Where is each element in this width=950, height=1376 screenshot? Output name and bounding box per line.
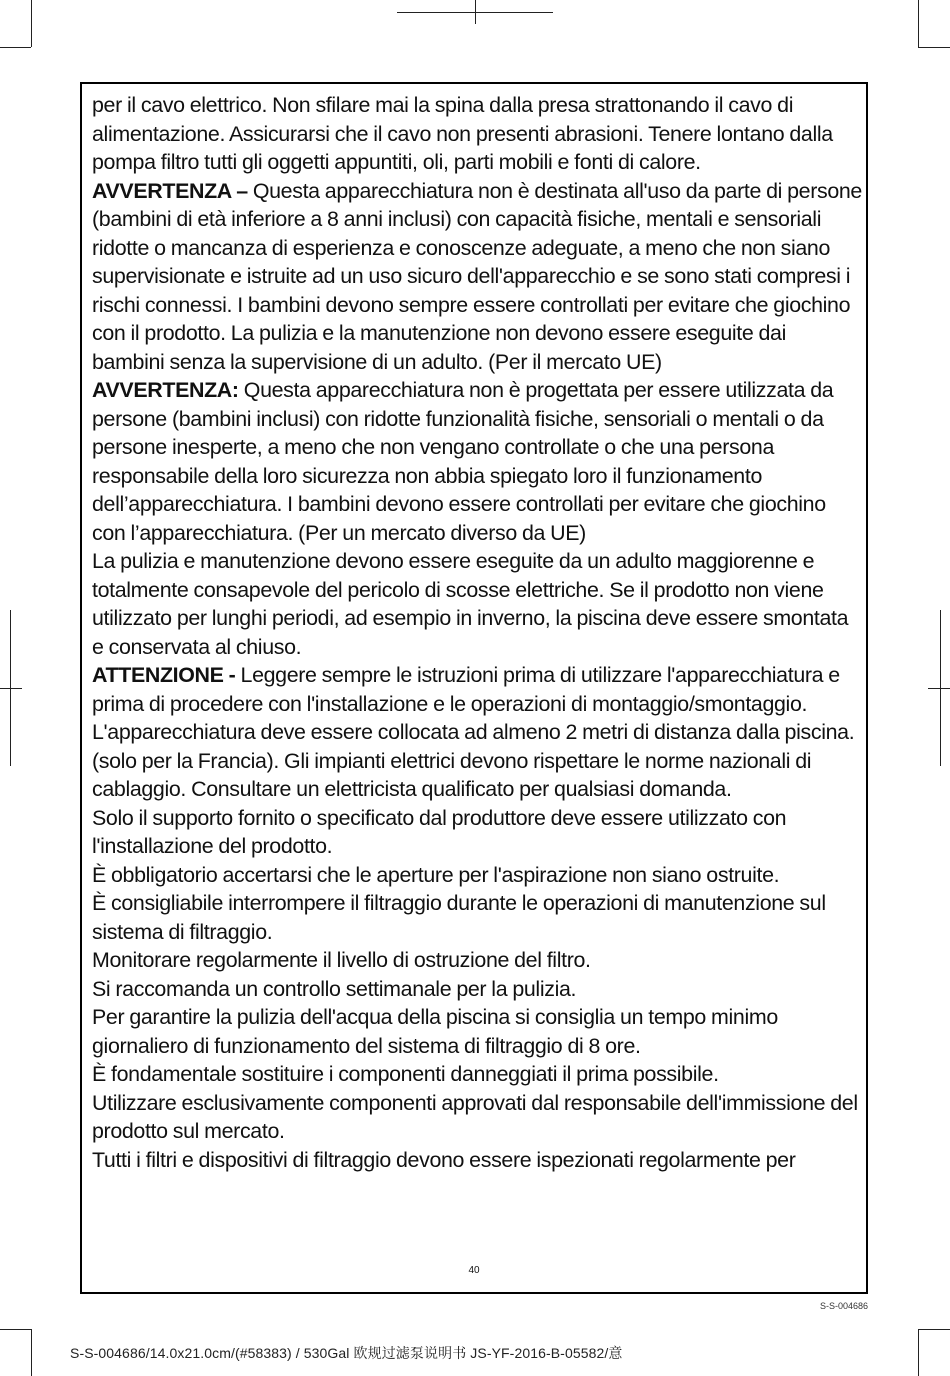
paragraph-6: L'apparecchiatura deve essere collocata ad almeno 2 metri di distanza dalla piscina. (solo per la Francia). Gli impianti elettrici devono rispettare le norme nazionali di cablaggio. Consultare un elettricista qualificato per qualsiasi domanda. bbox=[92, 720, 855, 801]
print-slug: S-S-004686/14.0x21.0cm/(#58383) / 530Gal 欧规过滤泵说明书 JS-YF-2016-B-05582/意 bbox=[70, 1345, 623, 1361]
document-code: S-S-004686 bbox=[819, 1301, 868, 1311]
paragraph-15: Tutti i filtri e dispositivi di filtraggio devono essere ispezionati regolarmente per bbox=[92, 1147, 796, 1172]
crop-mark bbox=[31, 0, 32, 47]
paragraph-3: AVVERTENZA: Questa apparecchiatura non è progettata per essere utilizzata da persone (bambini inclusi) con ridotte funzionalità fisiche, sensoriali o mentali o da persone inesperte, a meno che non vengano controllate o che una persona responsabile della loro sicurezza non abbia spiegato loro il funzionamento dell’apparecchiatura. I bambini devono essere controllati per evitare che giochino con l’apparecchiatura. (Per un mercato diverso da UE) bbox=[92, 378, 834, 545]
paragraph-2: AVVERTENZA – Questa apparecchiatura non è destinata all'uso da parte di persone (bambini di età inferiore a 8 anni inclusi) con capacità fisiche, mentali e sensoriali ridotte o mancanza di esperienza e conoscenze adeguate, a meno che non siano supervisionate e istruite ad un uso sicuro dell'apparecchio e se sono stati compresi i rischi connessi. I bambini devono sempre essere controllati per evitare che giochino con il prodotto. La pulizia e la manutenzione non devono essere eseguite dai bambini senza la supervisione di un adulto. (Per il mercato UE) bbox=[92, 178, 862, 374]
warning-label: AVVERTENZA – bbox=[92, 178, 253, 203]
paragraph-14: Utilizzare esclusivamente componenti approvati dal responsabile dell'immissione del prodotto sul mercato. bbox=[92, 1090, 858, 1143]
crop-mark bbox=[940, 610, 941, 766]
crop-mark bbox=[0, 688, 22, 689]
crop-mark bbox=[928, 688, 950, 689]
paragraph-13: È fondamentale sostituire i componenti danneggiati il prima possibile. bbox=[92, 1062, 719, 1086]
crop-mark bbox=[10, 610, 11, 766]
paragraph-11: Si raccomanda un controllo settimanale per la pulizia. bbox=[92, 976, 577, 1001]
crop-mark bbox=[918, 1329, 950, 1330]
crop-mark bbox=[0, 1329, 31, 1330]
paragraph-9: È consigliabile interrompere il filtraggio durante le operazioni di manutenzione sul sistema di filtraggio. bbox=[92, 891, 826, 944]
paragraph-7: Solo il supporto fornito o specificato dal produttore deve essere utilizzato con l'installazione del prodotto. bbox=[92, 805, 787, 858]
page-frame bbox=[80, 82, 868, 1294]
document-body bbox=[92, 91, 862, 1174]
paragraph-5: ATTENZIONE - Leggere sempre le istruzioni prima di utilizzare l'apparecchiatura e prima di procedere con l'installazione e le operazioni di montaggio/smontaggio. bbox=[92, 663, 840, 716]
page-number: 40 bbox=[468, 1265, 480, 1276]
crop-mark bbox=[31, 1329, 32, 1376]
paragraph-8: È obbligatorio accertarsi che le aperture per l'aspirazione non siano ostruite. bbox=[92, 862, 780, 887]
paragraph-4: La pulizia e manutenzione devono essere eseguite da un adulto maggiorenne e totalmente consapevole del pericolo di scosse elettriche. Se il prodotto non viene utilizzato per lunghi periodi, ad esempio in inverno, la piscina deve essere smontata e conservata al chiuso. bbox=[92, 549, 849, 659]
crop-mark bbox=[0, 47, 31, 48]
crop-mark bbox=[918, 47, 950, 48]
paragraph-1: per il cavo elettrico. Non sfilare mai la spina dalla presa strattonando il cavo di alimentazione. Assicurarsi che il cavo non presenti abrasioni. Tenere lontano dalla pompa filtro tutti gli oggetti appuntiti, oli, parti mobili e fonti di calore. bbox=[92, 93, 833, 174]
warning-label: AVVERTENZA: bbox=[92, 378, 244, 402]
crop-mark bbox=[475, 0, 476, 24]
paragraph-10: Monitorare regolarmente il livello di ostruzione del filtro. bbox=[92, 948, 591, 972]
paragraph-12: Per garantire la pulizia dell'acqua della piscina si consiglia un tempo minimo giornaliero di funzionamento del sistema di filtraggio di 8 ore. bbox=[92, 1005, 778, 1058]
attention-label: ATTENZIONE - bbox=[92, 663, 241, 687]
crop-mark bbox=[918, 1329, 919, 1376]
crop-mark bbox=[918, 0, 919, 47]
